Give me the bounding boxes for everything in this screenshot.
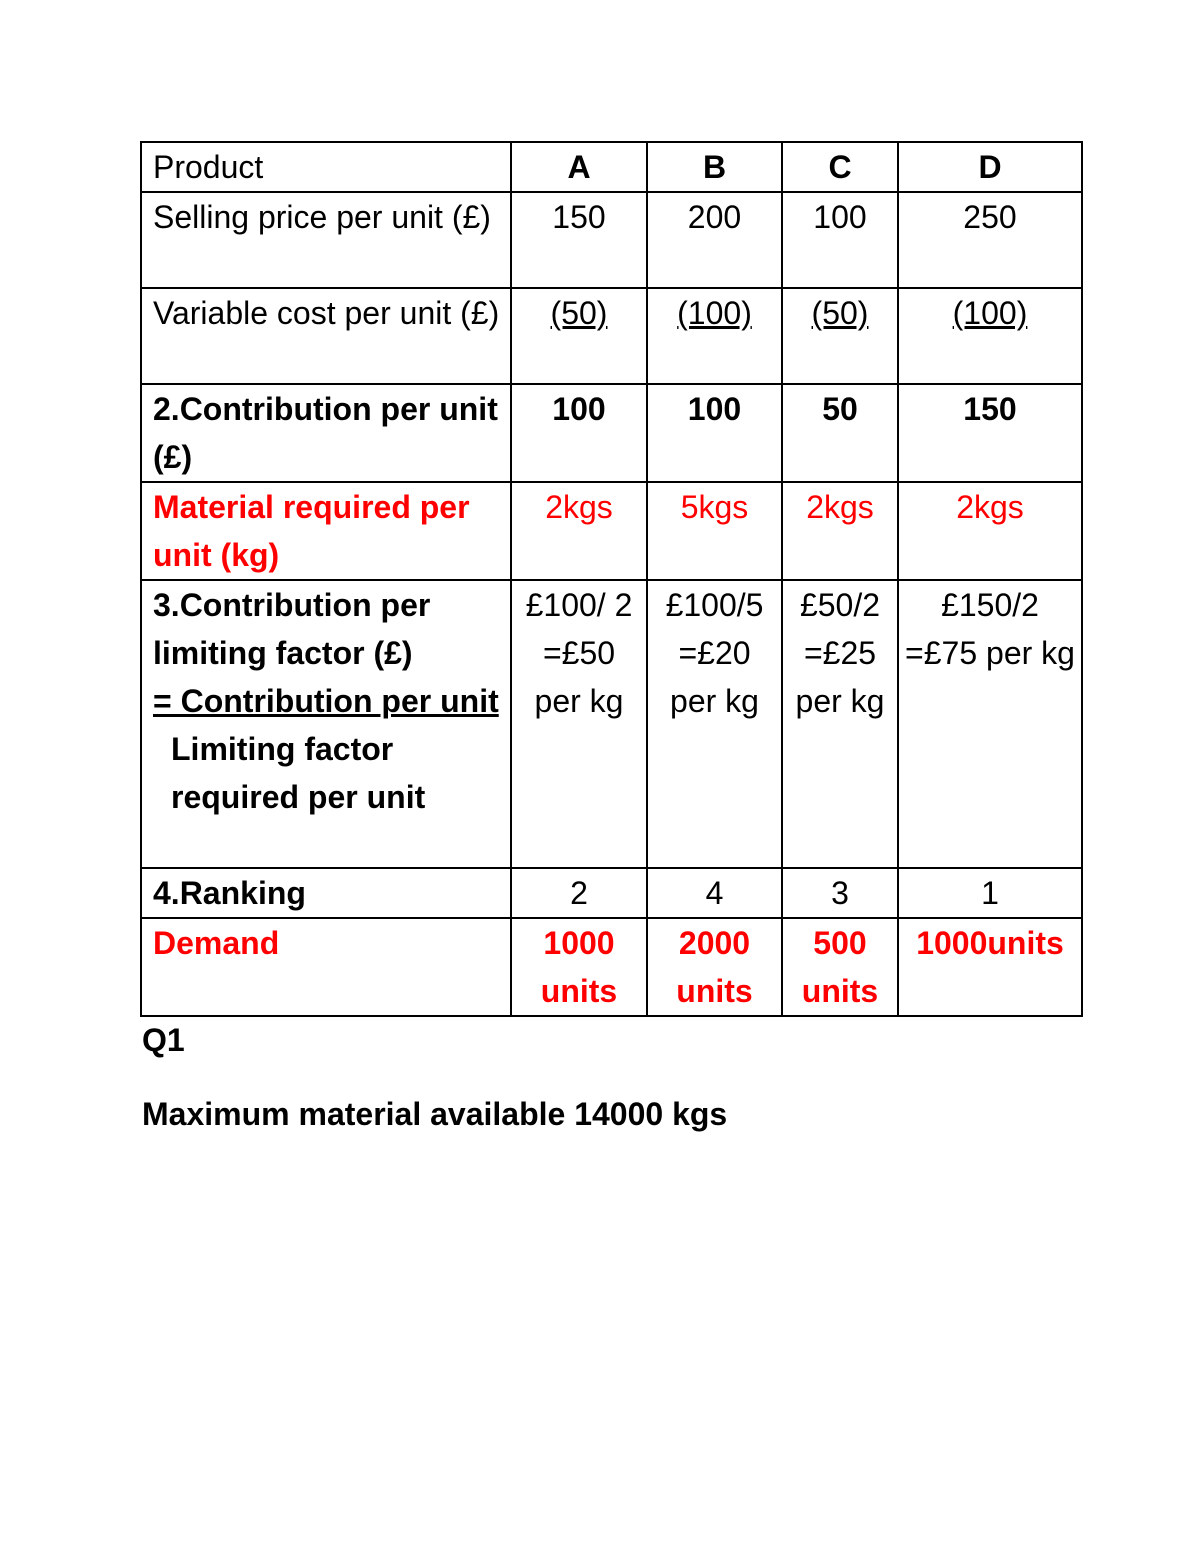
variable-cost-d: (100) [898, 288, 1082, 384]
selling-price-b: 200 [647, 192, 782, 288]
table-row-variable-cost [141, 288, 1082, 384]
ranking-a: 2 [511, 868, 647, 918]
variable-cost-b: (100) [647, 288, 782, 384]
limiting-factor-a: £100/ 2 =£50 per kg [511, 580, 647, 868]
selling-price-label: Selling price per unit (£) [141, 192, 511, 288]
contribution-c: 50 [782, 384, 898, 482]
material-label: Material required per unit (kg) [141, 482, 511, 580]
limiting-factor-label-cell [141, 580, 511, 868]
product-c-header: C [782, 142, 898, 192]
material-b: 5kgs [647, 482, 782, 580]
contribution-b: 100 [647, 384, 782, 482]
ranking-label: 4.Ranking [141, 868, 511, 918]
table-row-ranking [141, 868, 1082, 918]
variable-cost-c: (50) [782, 288, 898, 384]
demand-label: Demand [141, 918, 511, 1016]
limiting-factor-b: £100/5 =£20 per kg [647, 580, 782, 868]
limiting-factor-formula-numerator: = Contribution per unit [153, 683, 499, 719]
variable-cost-a: (50) [511, 288, 647, 384]
demand-c: 500 units [782, 918, 898, 1016]
demand-d: 1000units [898, 918, 1082, 1016]
table-row-material [141, 482, 1082, 580]
contribution-d: 150 [898, 384, 1082, 482]
contribution-a: 100 [511, 384, 647, 482]
demand-a: 1000 units [511, 918, 647, 1016]
table-row-header [141, 142, 1082, 192]
table-row-selling-price [141, 192, 1082, 288]
contribution-label: 2.Contribution per unit (£) [141, 384, 511, 482]
table-row-limiting-factor [141, 580, 1082, 868]
material-d: 2kgs [898, 482, 1082, 580]
header-label-cell: Product [141, 142, 511, 192]
product-b-header: B [647, 142, 782, 192]
limiting-factor-table [140, 141, 1083, 1017]
ranking-d: 1 [898, 868, 1082, 918]
question-heading: Q1 [142, 1022, 185, 1058]
selling-price-d: 250 [898, 192, 1082, 288]
demand-b: 2000 units [647, 918, 782, 1016]
material-c: 2kgs [782, 482, 898, 580]
limiting-factor-d: £150/2 =£75 per kg [898, 580, 1082, 868]
limiting-factor-c: £50/2 =£25 per kg [782, 580, 898, 868]
selling-price-c: 100 [782, 192, 898, 288]
limiting-factor-formula-denominator: Limiting factor required per unit [171, 731, 426, 815]
limiting-factor-label: 3.Contribution per limiting factor (£) [153, 587, 431, 671]
table-row-contribution [141, 384, 1082, 482]
material-a: 2kgs [511, 482, 647, 580]
table-row-demand [141, 918, 1082, 1016]
selling-price-a: 150 [511, 192, 647, 288]
product-a-header: A [511, 142, 647, 192]
ranking-b: 4 [647, 868, 782, 918]
ranking-c: 3 [782, 868, 898, 918]
product-d-header: D [898, 142, 1082, 192]
variable-cost-label: Variable cost per unit (£) [141, 288, 511, 384]
max-material-note: Maximum material available 14000 kgs [142, 1096, 728, 1132]
